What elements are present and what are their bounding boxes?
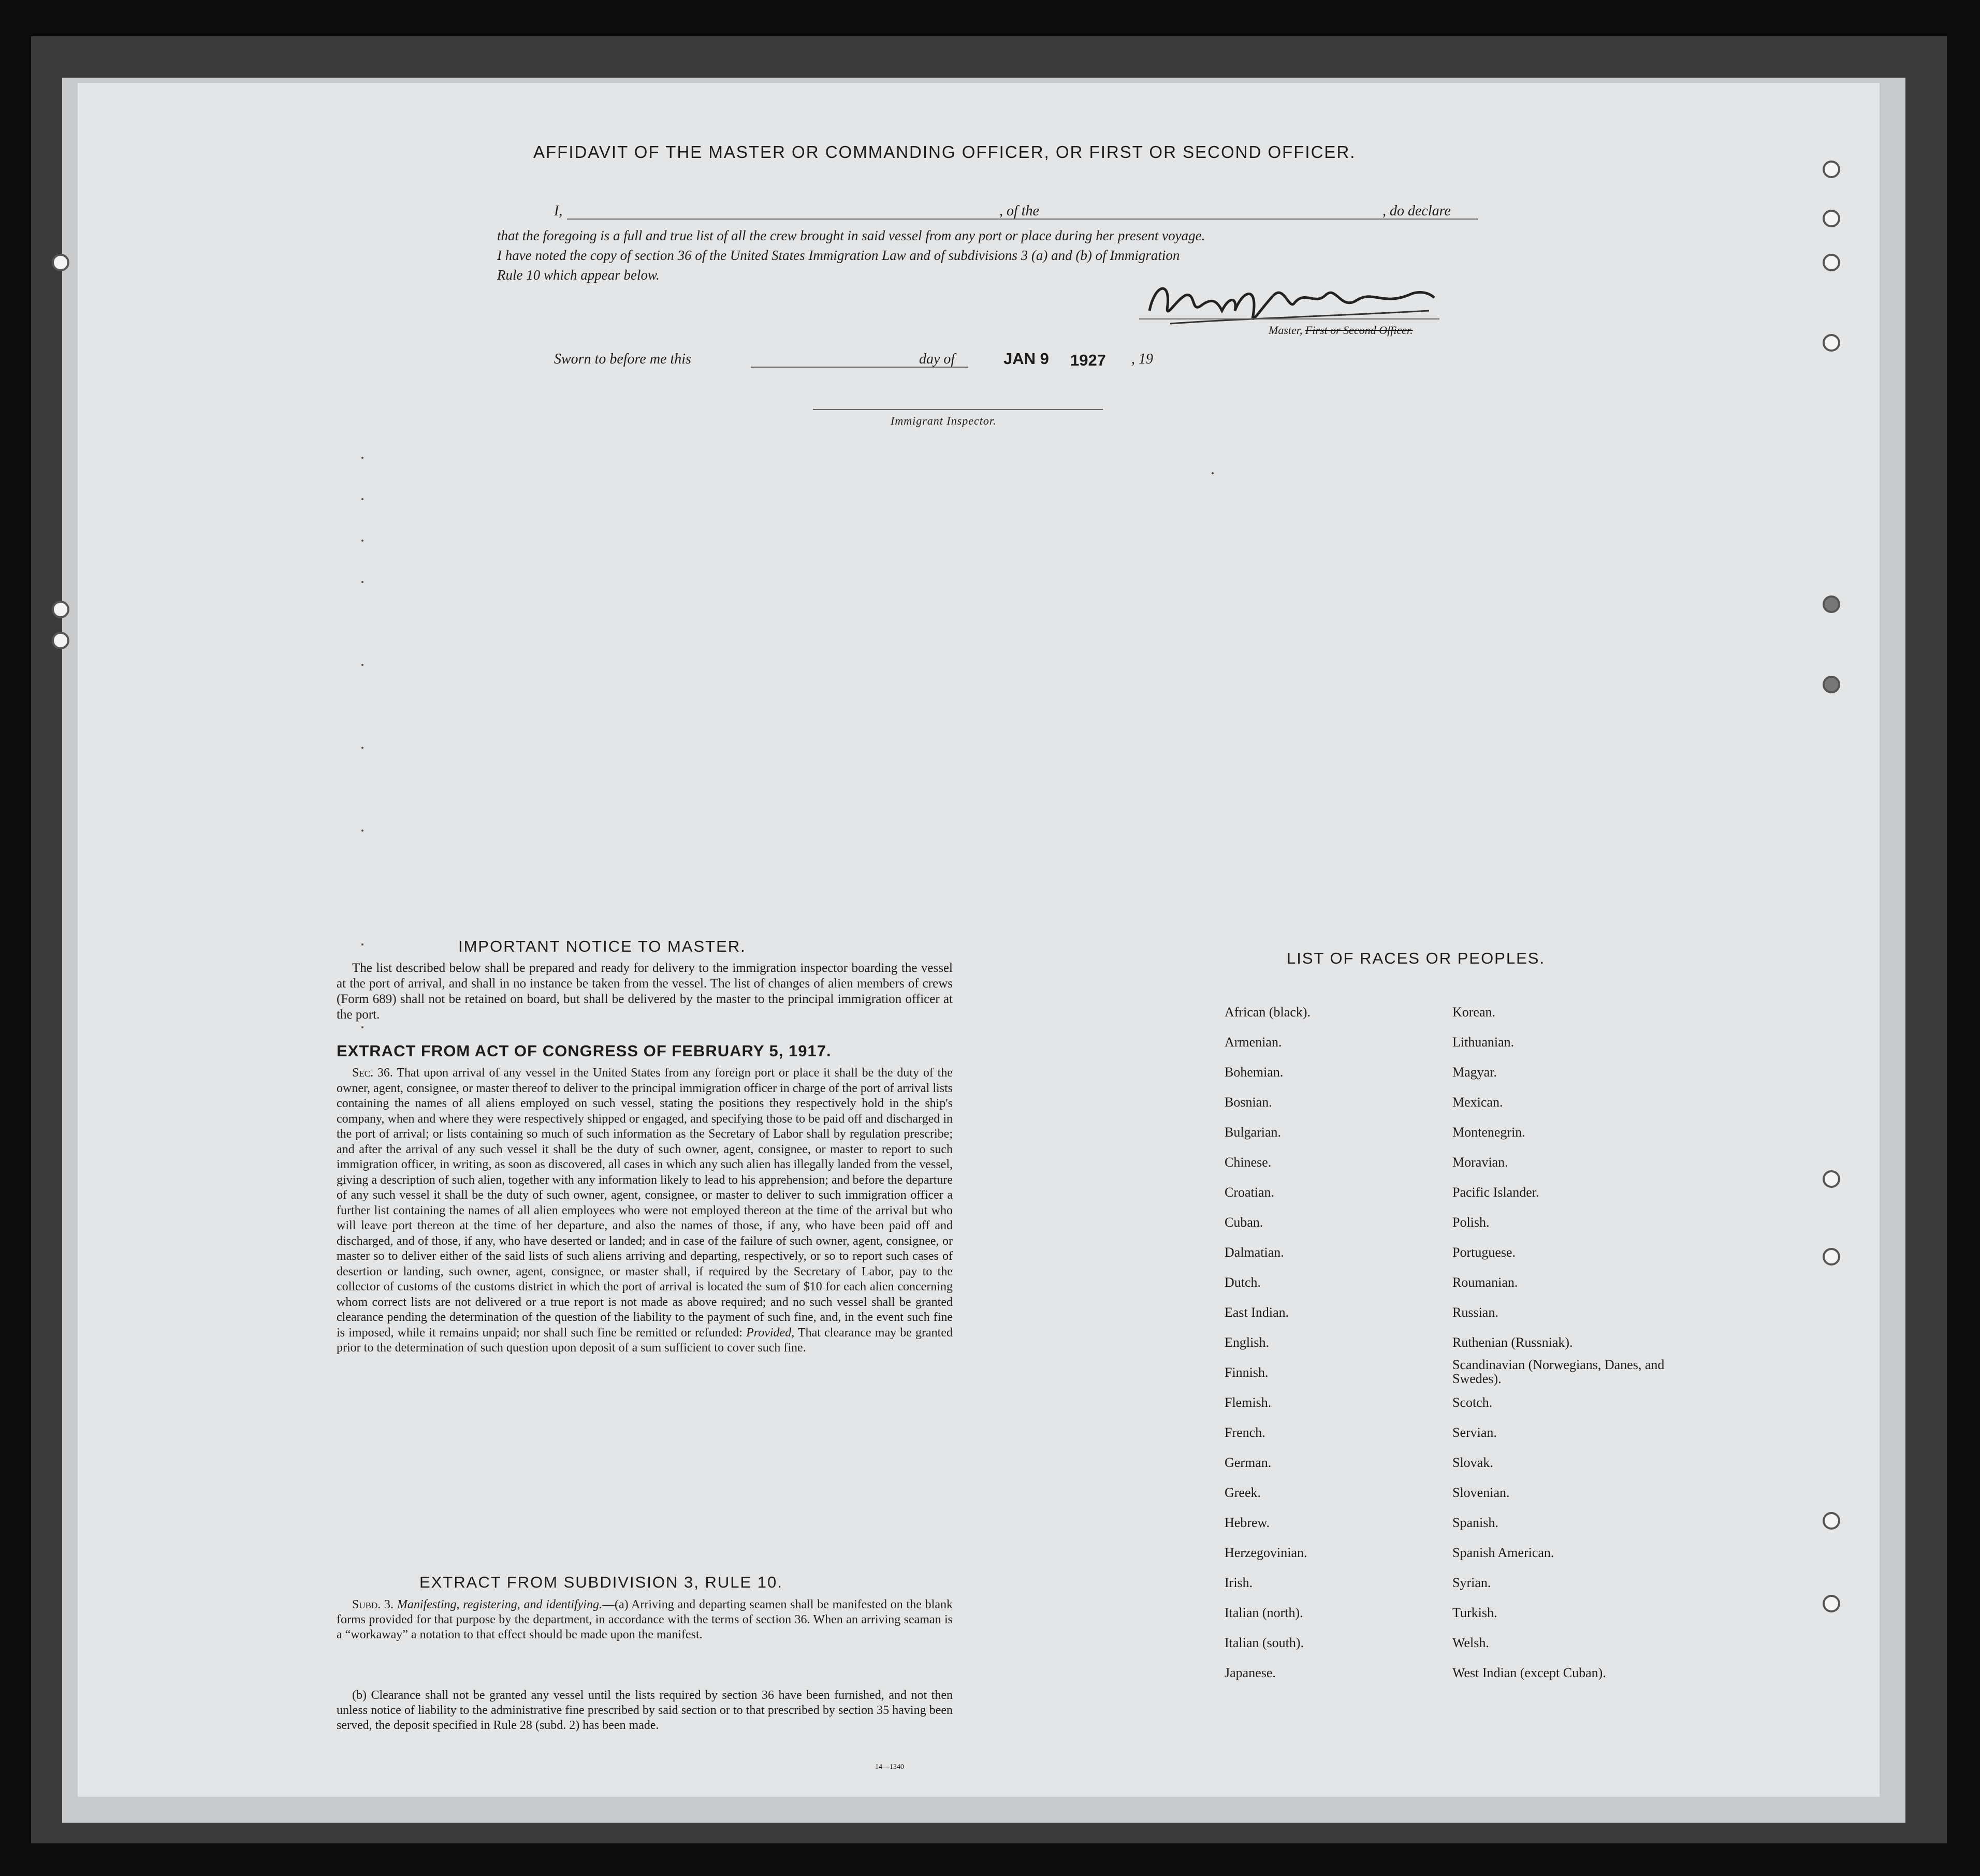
left-edge-hole [52, 632, 69, 649]
race-item: Portuguese. [1452, 1245, 1516, 1260]
speck [361, 540, 363, 542]
act-proviso-label: Provided, [746, 1326, 795, 1340]
race-item: Roumanian. [1452, 1275, 1518, 1290]
form-number: 14—1340 [875, 1763, 904, 1771]
race-item: Scotch. [1452, 1395, 1493, 1410]
race-item: Pacific Islander. [1452, 1185, 1539, 1200]
race-item: Armenian. [1225, 1035, 1282, 1050]
left-edge-hole [52, 601, 69, 618]
name-blank-line [567, 219, 1074, 220]
binder-hole [1823, 1248, 1840, 1266]
race-item: Magyar. [1452, 1065, 1497, 1080]
binder-hole [1823, 161, 1840, 178]
signature-caption [1269, 324, 1413, 337]
race-item: Mexican. [1452, 1095, 1503, 1110]
race-item: West Indian (except Cuban). [1452, 1665, 1606, 1680]
affidavit-title: AFFIDAVIT OF THE MASTER OR COMMANDING OFFICER, OR FIRST OR SECOND OFFICER. [533, 142, 1356, 162]
race-item: Turkish. [1452, 1605, 1497, 1620]
binder-hole [1823, 595, 1840, 613]
speck [361, 747, 363, 749]
binder-hole [1823, 334, 1840, 352]
notice-title: IMPORTANT NOTICE TO MASTER. [458, 937, 746, 955]
race-item: Lithuanian. [1452, 1035, 1515, 1050]
race-item: Italian (north). [1225, 1605, 1303, 1620]
stamp-year: 1927 [1070, 351, 1106, 369]
rule-subd-heading: Manifesting, registering, and identifying. [397, 1598, 602, 1611]
signature-caption-struck: First or Second Officer. [1305, 324, 1413, 337]
act-sec-text: That upon arrival of any vessel in the United States from any foreign port or place it shall be the duty of the owner, agent, consignee, or master thereof to deliver to the principal immigration officer in charge of the port of arrival lists containing the names of all aliens employed on such vessel, stating the positions they respectively hold in the ship's company, when and where they were respectively shipped or engaged, and specifying those to be paid off and discharged in the port of arrival; or lists containing so much of such information as the Secretary of Labor shall by regulation prescribe; and after the arrival of any such vessel it shall be the duty of such owner, agent, consignee, or master to report to such immigration officer, in writing, as soon as discovered, all cases in which any such alien has illegally landed from the vessel, giving a description of such alien, together with any information likely to lead to his apprehension; and before the departure of any such vessel it shall be the duty of such owner, agent, consignee, or master to deliver to such immigration officer a further list containing the names of all alien employees who were not employed thereon at the time of the arrival but who will leave port thereon at the time of her departure, and also the names of those, if any, who have been paid off and discharged, and of those, if any, who have deserted or landed; and in case of the failure of such owner, agent, consignee, or master so to deliver either of the said lists of such aliens arriving and departing, respectively, or so to report such cases of desertion or landing, such owner, agent, consignee, or master shall, if required by the Secretary of Labor, pay to the collector of customs of the customs district in which the port of arrival is located the sum of $10 for each alien concerning whom correct lists are not delivered or a true report is not made as above required; and no such vessel shall be granted clearance pending the determination of the question of the liability to the payment of such fine, and, in the event such fine is imposed, while it remains unpaid; nor shall such fine be remitted or refunded: [337, 1066, 953, 1340]
act-proviso-text: That clearance may be granted prior to the determination of such question upon deposit of a sum sufficient to cover such fine. [337, 1326, 953, 1355]
race-item: Korean. [1452, 1005, 1496, 1020]
race-item: Greek. [1225, 1485, 1261, 1500]
binder-hole [1823, 210, 1840, 227]
race-item: Ruthenian (Russniak). [1452, 1335, 1573, 1350]
binder-hole [1823, 1595, 1840, 1612]
inspector-caption: Immigrant Inspector. [891, 414, 997, 427]
race-item: English. [1225, 1335, 1269, 1350]
rule-para-b: (b) Clearance shall not be granted any vessel until the lists required by section 36 have been furnished, and not then unless notice of liability to the administrative fine prescribed by said section or to that prescribed by section 35 having been served, the deposit specified in Rule 28 (subd. 2) has been made. [337, 1689, 953, 1732]
speck [361, 581, 363, 583]
race-item: Bulgarian. [1225, 1125, 1282, 1140]
year-prefix: , 19 [1131, 351, 1153, 367]
race-item: Bosnian. [1225, 1095, 1272, 1110]
affidavit-of-the: , of the [999, 203, 1039, 219]
affidavit-do-declare: , do declare [1382, 203, 1451, 219]
race-item: Syrian. [1452, 1575, 1491, 1590]
sworn-text: Sworn to before me this [554, 351, 691, 367]
race-item: Polish. [1452, 1215, 1490, 1230]
rule-title: EXTRACT FROM SUBDIVISION 3, RULE 10. [419, 1573, 783, 1591]
race-item: French. [1225, 1425, 1265, 1440]
race-item: Croatian. [1225, 1185, 1275, 1200]
race-item: Slovenian. [1452, 1485, 1510, 1500]
race-item: Scandinavian (Norwegians, Danes, and Swedes). [1452, 1357, 1665, 1386]
binder-hole [1823, 1170, 1840, 1188]
race-item: Dalmatian. [1225, 1245, 1284, 1260]
race-item: Italian (south). [1225, 1635, 1304, 1650]
binder-hole [1823, 676, 1840, 693]
act-title: EXTRACT FROM ACT OF CONGRESS OF FEBRUARY 5, 1917. [337, 1042, 832, 1060]
race-item: German. [1225, 1455, 1272, 1470]
notice-text: The list described below shall be prepared and ready for delivery to the immigration inspector boarding the vessel at the port of arrival, and shall in no instance be taken from the vessel. The list of changes of alien members of crews (Form 689) shall not be retained on board, but shall be delivered by the master to the principal immigration officer at the port. [337, 961, 953, 1022]
rule-para-a-text: —(a) Arriving and departing seamen shall be manifested on the blank forms provided for that purpose by the department, in accordance with the terms of section 36. When an arriving seaman is a “workaway” a notation to that effect should be made upon the manifest. [337, 1598, 953, 1641]
race-item: Hebrew. [1225, 1515, 1270, 1530]
race-item: Dutch. [1225, 1275, 1261, 1290]
binder-hole [1823, 254, 1840, 271]
master-signature [1139, 274, 1439, 331]
race-item: Japanese. [1225, 1665, 1276, 1680]
race-item: Montenegrin. [1452, 1125, 1525, 1140]
race-item: Servian. [1452, 1425, 1497, 1440]
left-edge-hole [52, 254, 69, 271]
signature-caption-master: Master, [1269, 324, 1303, 337]
race-item: African (black). [1225, 1005, 1311, 1020]
document-page [78, 83, 1880, 1797]
signature-line [1139, 318, 1439, 319]
affidavit-line-2: that the foregoing is a full and true list of all the crew brought in said vessel from any port or place during her present voyage. [497, 228, 1205, 243]
race-item: Cuban. [1225, 1215, 1263, 1230]
speck [361, 498, 363, 500]
race-item: Chinese. [1225, 1155, 1272, 1170]
race-item: Slovak. [1452, 1455, 1493, 1470]
rule-subd-label: Subd. 3. [352, 1598, 394, 1611]
race-item: Finnish. [1225, 1365, 1269, 1380]
affidavit-line-3: I have noted the copy of section 36 of the United States Immigration Law and of subdivisions 3 (a) and (b) of Immigration [497, 248, 1180, 263]
speck [361, 943, 363, 946]
day-of-text: day of [919, 351, 955, 367]
rule-para-a [337, 1597, 953, 1642]
speck [361, 457, 363, 459]
race-item: Moravian. [1452, 1155, 1508, 1170]
speck [361, 664, 363, 666]
race-item: Welsh. [1452, 1635, 1489, 1650]
inspector-signature-line [813, 409, 1103, 410]
speck [361, 1026, 363, 1028]
act-sec-label: Sec. 36. [352, 1066, 393, 1080]
affidavit-line-4: Rule 10 which appear below. [497, 267, 660, 283]
race-item: Herzegovinian. [1225, 1545, 1307, 1560]
races-title: LIST OF RACES OR PEOPLES. [1287, 949, 1546, 967]
stamp-date: JAN 9 [1003, 350, 1049, 368]
affidavit-i: I, [554, 203, 563, 219]
race-item: Flemish. [1225, 1395, 1272, 1410]
binder-hole [1823, 1512, 1840, 1530]
speck [361, 830, 363, 832]
race-item: Spanish. [1452, 1515, 1498, 1530]
race-item: Bohemian. [1225, 1065, 1284, 1080]
race-item: Spanish American. [1452, 1545, 1554, 1560]
act-section [337, 1066, 953, 1356]
speck [1212, 472, 1214, 474]
race-item: East Indian. [1225, 1305, 1289, 1320]
race-item: Irish. [1225, 1575, 1253, 1590]
race-item: Russian. [1452, 1305, 1498, 1320]
